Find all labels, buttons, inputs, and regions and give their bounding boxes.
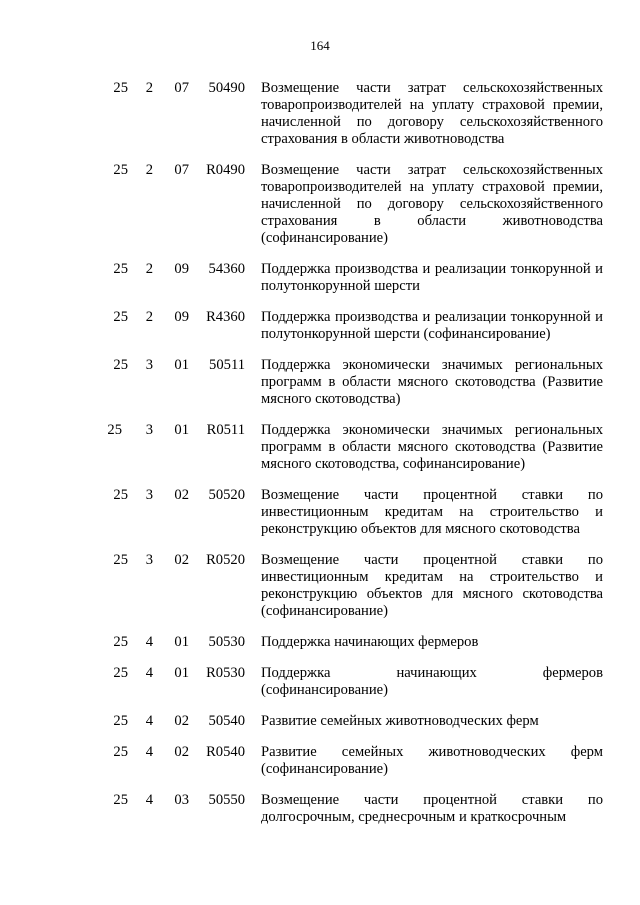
code-subprogram: 4 (145, 665, 153, 681)
code-event: 01 (174, 357, 189, 373)
code-direction: 54360 (208, 261, 245, 277)
code-target: 25 (113, 309, 128, 325)
code-target: 25 (113, 665, 128, 681)
budget-code-list (0, 80, 640, 840)
code-direction: 50530 (208, 634, 245, 650)
code-direction: 50490 (208, 80, 245, 96)
code-target: 25 (113, 487, 128, 503)
code-subprogram: 4 (145, 634, 153, 650)
code-subprogram: 4 (145, 792, 153, 808)
code-target: 25 (113, 261, 128, 277)
table-row (0, 162, 640, 247)
code-direction: R0511 (206, 422, 245, 438)
code-subprogram: 3 (145, 357, 153, 373)
table-row (0, 744, 640, 778)
table-row (0, 261, 640, 295)
code-event: 09 (174, 309, 189, 325)
code-subprogram: 2 (145, 162, 153, 178)
row-description: Возмещение части процентной ставки по инвестиционным кредитам на строительство и реконструкцию объектов для мясного скотоводства (261, 487, 603, 537)
table-row (0, 80, 640, 148)
table-row (0, 487, 640, 538)
code-subprogram: 3 (145, 422, 153, 438)
table-row (0, 713, 640, 730)
code-subprogram: 2 (145, 80, 153, 96)
table-row (0, 309, 640, 343)
code-target: 25 (113, 634, 128, 650)
code-subprogram: 3 (145, 552, 153, 568)
table-row (0, 422, 640, 473)
row-description: Развитие семейных животноводческих ферм (софинансирование) (261, 744, 603, 777)
code-direction: 50520 (208, 487, 245, 503)
code-event: 07 (174, 162, 189, 178)
code-target: 25 (113, 80, 128, 96)
code-direction: R0530 (206, 665, 245, 681)
row-description: Поддержка производства и реализации тонкорунной и полутонкорунной шерсти (софинансирование) (261, 309, 603, 342)
row-description: Возмещение части процентной ставки по долгосрочным, среднесрочным и краткосрочным (261, 792, 603, 825)
code-event: 01 (174, 634, 189, 650)
code-subprogram: 2 (145, 309, 153, 325)
code-event: 01 (174, 422, 189, 438)
row-description: Поддержка начинающих фермеров (софинансирование) (261, 665, 603, 698)
code-direction: R0540 (206, 744, 245, 760)
code-subprogram: 4 (145, 744, 153, 760)
page-number: 164 (310, 38, 330, 53)
code-subprogram: 3 (145, 487, 153, 503)
code-direction: 50540 (208, 713, 245, 729)
code-event: 09 (174, 261, 189, 277)
code-target: 25 (113, 713, 128, 729)
code-event: 02 (174, 552, 189, 568)
code-direction: 50550 (208, 792, 245, 808)
code-direction: R0520 (206, 552, 245, 568)
row-description: Поддержка начинающих фермеров (261, 634, 479, 650)
code-event: 07 (174, 80, 189, 96)
code-subprogram: 2 (145, 261, 153, 277)
table-row (0, 552, 640, 620)
code-target: 25 (113, 744, 128, 760)
row-description: Возмещение части процентной ставки по инвестиционным кредитам на строительство и реконструкцию объектов для мясного скотоводства (софинансирование) (261, 552, 603, 619)
code-event: 02 (174, 713, 189, 729)
row-description: Возмещение части затрат сельскохозяйственных товаропроизводителей на уплату страховой премии, начисленной по договору сельскохозяйственного страхования в области животноводства (261, 80, 603, 147)
code-event: 01 (174, 665, 189, 681)
code-event: 02 (174, 487, 189, 503)
code-subprogram: 4 (145, 713, 153, 729)
code-target: 25 (113, 357, 128, 373)
code-target: 25 (113, 792, 128, 808)
table-row (0, 634, 640, 651)
row-description: Развитие семейных животноводческих ферм (261, 713, 539, 729)
code-target: 25 (107, 422, 122, 438)
code-direction: 50511 (209, 357, 245, 373)
row-description: Поддержка экономически значимых региональных программ в области мясного скотоводства (Развитие мясного скотоводства) (261, 357, 603, 407)
row-description: Поддержка экономически значимых региональных программ в области мясного скотоводства (Развитие мясного скотоводства, софинансирование) (261, 422, 603, 472)
code-event: 03 (174, 792, 189, 808)
code-direction: R4360 (206, 309, 245, 325)
code-target: 25 (113, 552, 128, 568)
row-description: Возмещение части затрат сельскохозяйственных товаропроизводителей на уплату страховой премии, начисленной по договору сельскохозяйственного страхования в области животноводства (софинансирование) (261, 162, 603, 246)
table-row (0, 665, 640, 699)
code-target: 25 (113, 162, 128, 178)
row-description: Поддержка производства и реализации тонкорунной и полутонкорунной шерсти (261, 261, 603, 294)
code-event: 02 (174, 744, 189, 760)
table-row (0, 357, 640, 408)
code-direction: R0490 (206, 162, 245, 178)
table-row (0, 792, 640, 826)
